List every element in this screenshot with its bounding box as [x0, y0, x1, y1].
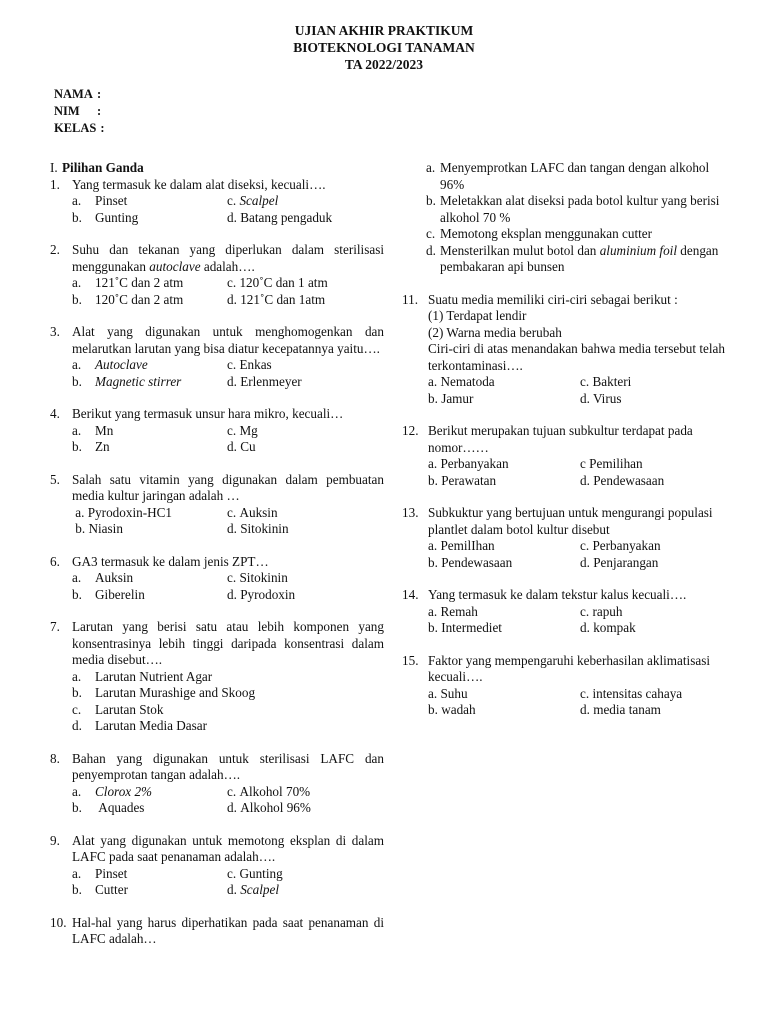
statement-line: Ciri-ciri di atas menandakan bahwa media tersebut telah terkontaminasi….	[428, 341, 725, 373]
question-11: 11. Suatu media memiliki ciri-ciri sebagai berikut : (1) Terdapat lendir (2) Warna media berubah Ciri-ciri di atas menandakan bahwa media tersebut telah terkontaminasi…. a. Nematoda c. Bakteri b. Jamur d. Virus	[402, 292, 732, 408]
option: a. Nematoda	[428, 374, 495, 389]
question-5: 5. Salah satu vitamin yang digunakan dalam pembuatan media kultur jaringan adalah … a. Pyrodoxin-HC1 c. Auksin b. Niasin d. Sitokinin	[50, 471, 384, 536]
identity-label: NIM	[54, 104, 80, 118]
option: b. Pendewasaan	[428, 554, 513, 570]
option: d. Penjarangan	[580, 554, 659, 570]
header-line-2: BIOTEKNOLOGI TANAMAN	[293, 40, 475, 55]
header-line-1: UJIAN AKHIR PRAKTIKUM	[294, 23, 474, 38]
option: a. Remah	[428, 603, 478, 619]
option: a. Pinset	[72, 193, 128, 208]
statement-line: (1) Terdapat lendir	[428, 308, 527, 323]
exam-header	[0, 22, 768, 73]
option: b. Jamur	[428, 390, 474, 406]
option: d. Batang pengaduk	[227, 209, 333, 225]
option: a. Clorox 2%	[72, 783, 153, 799]
option: d. Alkohol 96%	[227, 800, 311, 815]
option: c. Mg	[227, 422, 258, 438]
right-column	[402, 160, 732, 735]
question-4: 4. Berikut yang termasuk unsur hara mikro, kecuali… a. Mn c. Mg b. Zn d. Cu	[50, 406, 384, 456]
question-10: 10. Hal-hal yang harus diperhatikan pada saat penanaman di LAFC adalah…	[50, 914, 384, 946]
option: a. Auksin	[72, 570, 134, 585]
option: b. Larutan Murashige and Skoog	[72, 685, 256, 700]
identity-label: KELAS	[54, 121, 97, 135]
option: b. Giberelin	[72, 586, 145, 602]
left-column	[50, 160, 384, 964]
option: a. Suhu	[428, 685, 468, 701]
option: d. Scalpel	[227, 882, 280, 897]
option: c. Alkohol 70%	[227, 783, 311, 799]
option: d. 121˚C dan 1atm	[227, 291, 326, 307]
identity-label: NAMA	[54, 87, 93, 101]
option: d. kompak	[580, 620, 636, 635]
question-13: 13. Subkuktur yang bertujuan untuk mengurangi populasi plantlet dalam botol kultur disebut a. PemilIhan c. Perbanyakan b. Pendewasaan d. Penjarangan	[402, 505, 732, 571]
statement-line: (2) Warna media berubah	[428, 324, 562, 340]
option: a. PemilIhan	[428, 538, 495, 553]
option: c. Enkas	[227, 357, 272, 372]
option: a. 121˚C dan 2 atm	[72, 275, 184, 290]
option: b. Perawatan	[428, 472, 497, 488]
option: a. Menyemprotkan LAFC dan tangan dengan alkohol 96%	[426, 160, 710, 192]
option: c. intensitas cahaya	[580, 685, 683, 701]
identity-row-nim: NIM :	[54, 104, 102, 118]
identity-row-nama: NAMA :	[54, 87, 102, 101]
option: c. Perbanyakan	[580, 538, 661, 553]
option: c. 120˚C dan 1 atm	[227, 275, 328, 290]
question-15: 15. Faktor yang mempengaruhi keberhasilan aklimatisasi kecuali…. a. Suhu c. intensitas cahaya b. wadah d. media tanam	[402, 653, 732, 719]
question-10-options	[402, 160, 732, 276]
option: d. media tanam	[580, 702, 661, 717]
option: b. Magnetic stirrer	[72, 373, 182, 389]
option: d. Larutan Media Dasar	[72, 718, 208, 733]
question-3: 3. Alat yang digunakan untuk menghomogenkan dan melarutkan larutan yang bisa diatur kecepatannya yaitu…. a. Autoclave c. Enkas b. Magnetic stirrer d. Erlenmeyer	[50, 324, 384, 389]
question-7: 7. Larutan yang berisi satu atau lebih komponen yang konsentrasinya lebih tinggi daripada konsentrasi dalam media disebut…. a. Larutan Nutrient Agar b. Larutan Murashige and Skoog c. Larutan Stok d. Larutan Media Dasar	[50, 619, 384, 733]
header-line-3: TA 2022/2023	[344, 57, 424, 72]
option: a. Mn	[72, 422, 114, 438]
option: a. Autoclave	[72, 357, 148, 372]
option: d. Sitokinin	[227, 521, 289, 536]
option: b. Meletakkan alat diseksi pada botol kultur yang berisi alkohol 70 %	[426, 193, 720, 225]
option: d. Virus	[580, 390, 622, 406]
option: a. Perbanyakan	[428, 456, 509, 471]
option: b. Aquades	[72, 800, 145, 815]
option: d. Mensterilkan mulut botol dan aluminium foil dengan pembakaran api bunsen	[426, 242, 719, 274]
question-1: 1. Yang termasuk ke dalam alat diseksi, kecuali…. a. Pinset c. Scalpel b. Gunting d. Batang pengaduk	[50, 177, 384, 227]
section-title: I. Pilihan Ganda	[50, 160, 144, 175]
option: a. Pyrodoxin-HC1	[75, 504, 173, 520]
option: c. Memotong eksplan menggunakan cutter	[426, 226, 653, 241]
option: c. Sitokinin	[227, 570, 288, 585]
question-14: 14. Yang termasuk ke dalam tekstur kalus kecuali…. a. Remah c. rapuh b. Intermediet d. kompak	[402, 587, 732, 637]
option: d. Cu	[227, 439, 256, 454]
option: c. Auksin	[227, 504, 278, 520]
option: d. Erlenmeyer	[227, 373, 302, 389]
question-8: 8. Bahan yang digunakan untuk sterilisasi LAFC dan penyemprotan tangan adalah…. a. Clorox 2% c. Alkohol 70% b. Aquades d. Alkohol 96%	[50, 750, 384, 815]
option: b. Intermediet	[428, 620, 502, 635]
option: d. Pendewasaan	[580, 472, 665, 488]
option: b. Zn	[72, 439, 110, 454]
option: c Pemilihan	[580, 456, 643, 471]
option: c. Bakteri	[580, 374, 632, 389]
question-6: 6. GA3 termasuk ke dalam jenis ZPT… a. Auksin c. Sitokinin b. Giberelin d. Pyrodoxin	[50, 554, 384, 604]
option: b. 120˚C dan 2 atm	[72, 291, 184, 307]
option: c. rapuh	[580, 603, 623, 619]
option: b. wadah	[428, 702, 476, 717]
option: a. Pinset	[72, 865, 128, 881]
question-12: 12. Berikut merupakan tujuan subkultur terdapat pada nomor…… a. Perbanyakan c Pemilihan b. Perawatan d. Pendewasaan	[402, 423, 732, 489]
identity-row-kelas: KELAS :	[54, 121, 105, 135]
option: c. Larutan Stok	[72, 701, 164, 717]
option: d. Pyrodoxin	[227, 586, 296, 602]
student-identity-block	[54, 86, 105, 137]
question-2: 2. Suhu dan tekanan yang diperlukan dalam sterilisasi menggunakan autoclave adalah…. a. 121˚C dan 2 atm c. 120˚C dan 1 atm b. 120˚C dan 2 atm d. 121˚C dan 1atm	[50, 242, 384, 307]
option: c. Gunting	[227, 865, 283, 881]
option: b. Niasin	[75, 521, 123, 536]
question-9: 9. Alat yang digunakan untuk memotong eksplan di dalam LAFC pada saat penanaman adalah…. a. Pinset c. Gunting b. Cutter d. Scalpel	[50, 832, 384, 897]
option: c. Scalpel	[227, 193, 279, 208]
option: b. Cutter	[72, 882, 128, 897]
option: a. Larutan Nutrient Agar	[72, 668, 213, 684]
option: b. Gunting	[72, 209, 139, 225]
